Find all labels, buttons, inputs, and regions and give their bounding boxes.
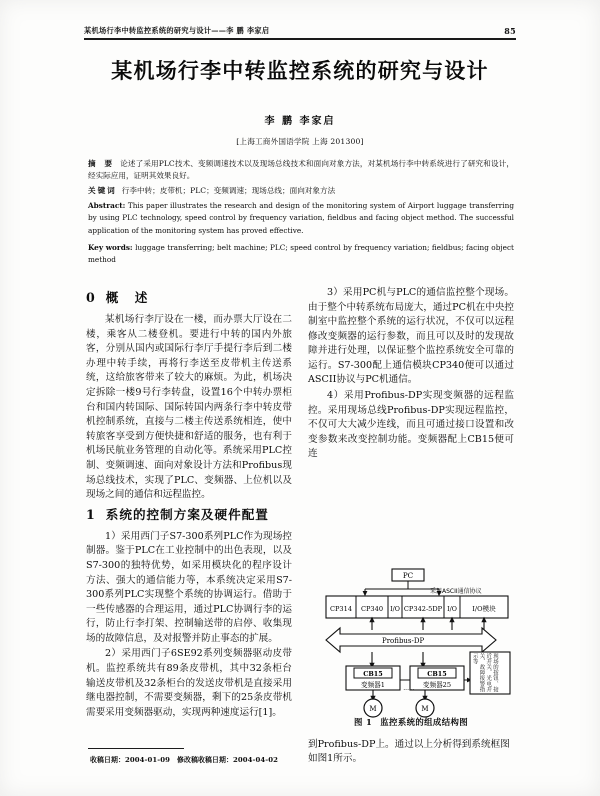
keywords-label-en: Key words: [88, 242, 133, 252]
page-title: 某机场行李中转监控系统的研究与设计 [111, 58, 489, 83]
figure-diagram [308, 568, 514, 720]
section-heading-0 [86, 288, 292, 307]
rack-module-cp314: CP314 [329, 605, 353, 613]
drive-ellipsis: ...... [403, 685, 415, 692]
body-column-left [86, 286, 292, 721]
abstract-label-cn: 摘 要 [88, 159, 116, 168]
running-head [84, 26, 516, 36]
received-label: 收稿日期： [90, 756, 125, 764]
drive-2-cb15-label: CB15 [427, 670, 447, 678]
footnote [90, 754, 310, 764]
rack-module-cp340: CP340 [360, 605, 384, 613]
body-column-right [308, 286, 514, 463]
protocol-label: 采用ASCII通信协议 [430, 588, 482, 595]
section-1-number: 1 [86, 506, 96, 522]
rack-module-io-1: I/O [390, 606, 400, 613]
abstract-en [88, 200, 514, 238]
keywords-cn [88, 185, 514, 197]
header-divider [84, 38, 516, 40]
motor-2-label: M [421, 705, 429, 713]
paragraph: 4）采用Profibus-DP实现变频器的远程监控。采用现场总线Profibus-DP实现远程监控，不仅可大大减少连线，而且可通过接口设置和改变参数来改变控制功能。变频器配上CB15便可连 [308, 390, 514, 460]
abstract-cn [88, 158, 514, 183]
figure-1 [308, 568, 514, 740]
affiliation: [上海工商外国语学院 上海 201300] [236, 137, 364, 146]
bus-label: Profibus-DP [382, 637, 425, 645]
paragraph: 2）采用西门子6SE92系列变频器驱动皮带机。监控系统共有89条皮带机，其中32条柜台输送皮带机及32条柜台的发送皮带机是直接采用继电器控制，不需要变频器，剩下的25条皮带机需要采用变频器驱动，实现两种速度运行[1]。 [86, 648, 292, 718]
abstract-text-cn: 论述了采用PLC技术、变频调速技术以及现场总线技术和面向对象方法，对某机场行李中转系统进行了研究和设计，经实际应用，证明其效果良好。 [88, 159, 514, 181]
author-list: 李 鹏 李家启 [264, 116, 336, 127]
footnote-divider [88, 748, 184, 749]
keywords-en [88, 242, 514, 267]
keywords-label-cn: 关键词 [88, 185, 117, 195]
drive-2-label: 变频器25 [422, 681, 452, 689]
rack-module-io-module: I/O模块 [472, 605, 496, 613]
revised-date: 2004-04-02 [232, 756, 279, 764]
running-head-title: 某机场行李中转监控系统的研究与设计——李 鹏 李家启 [84, 26, 270, 35]
section-heading-1 [86, 505, 292, 524]
section-0-title: 概 述 [105, 290, 154, 305]
paragraph-after-figure: 到Profibus-DP上。通过以上分析得到系统框图如图1所示。 [308, 739, 510, 765]
keywords-text-en: luggage transferring; belt machine; PLC; speed control by frequency variation; fieldbus; facing object method [88, 242, 514, 265]
revised-label: 修改稿收稿日期： [177, 756, 233, 764]
abstract-label-en: Abstract: [88, 200, 126, 210]
drive-1-cb15-label: CB15 [363, 670, 383, 678]
page-number: 85 [504, 26, 516, 36]
abstract-block [88, 158, 514, 267]
pc-label: PC [402, 571, 414, 580]
section-0-number: 0 [86, 290, 96, 305]
drive-1-label: 变频器1 [361, 681, 385, 689]
figure-caption [308, 716, 514, 728]
paragraph: 某机场行李厅设在一楼，而办票大厅设在二楼，乘客从二楼登机。要进行中转的国内外旅客，分别从国内或国际行李厅手提行李后到二楼办理中转手续，再将行李送至皮带机主传送系统，这给旅客带来了较大的麻烦。为此，机场决定拆除一楼9号行李转盘，设置16个中转办票柜台和国内转国际、国际转国内两条行李中转皮带机控制系统，直接与二楼主传送系统相连，使中转旅客享受到方便快捷和舒适的服务，也有利于机场民航业务管理的自动化等。系统采用PLC控制、变频调速、面向对象设计方法和Profibus现场总线技术，实现了PLC、变频器、上位机以及现场之间的通信和远程监控。 [86, 314, 292, 501]
section-1-title: 系统的控制方案及硬件配置 [105, 506, 269, 522]
paragraph: 1）采用西门子S7-300系列PLC作为现场控制器。鉴于PLC在工业控制中的出色表现，以及S7-300的独特优势，如采用模块化的程序设计方法、强大的通信能力等，本系统决定采用S7-300系列PLC实现整个系统的协调运行。借助于一些传感器的合理运用，通过PLC协调行李的运行，防止行李打架、控制输送带的启停、收集现场的故障信息，及对报警并防止事态的扩展。 [86, 530, 292, 644]
abstract-text-en: This paper illustrates the research and design of the monitoring system of Airport luggage transferring by using PLC technology, speed control by frequency variation, fieldbus and facing object method. The successful application of the monitoring system has proved effective. [88, 200, 514, 235]
figure-caption-number: 图 1 [353, 717, 373, 727]
field-devices-label: 现场的按钮、接近开关、光电开关、故障报警指示等 [471, 653, 498, 693]
keywords-text-cn: 行李中转；皮带机；PLC；变频调速；现场总线；面向对象方法 [121, 185, 336, 195]
figure-caption-text: 监控系统的组成结构图 [380, 717, 469, 727]
paragraph: 3）采用PC机与PLC的通信监控整个现场。由于整个中转系统布局庞大，通过PC机在中央控制室中监控整个系统的运行状况，不仅可以远程修改变频器的运行参数，而且可以及时的发现故障并进行处理，以保证整个监控系统安全可靠的运行。S7-300配上通信模块CP340便可以通过ASCII协议与PC机通信。 [308, 287, 514, 386]
rack-module-io-2: I/O [447, 606, 457, 613]
motor-1-label: M [369, 705, 377, 713]
received-date: 2004-01-09 [124, 756, 171, 764]
rack-module-cp342: CP342-5DP [403, 605, 443, 613]
